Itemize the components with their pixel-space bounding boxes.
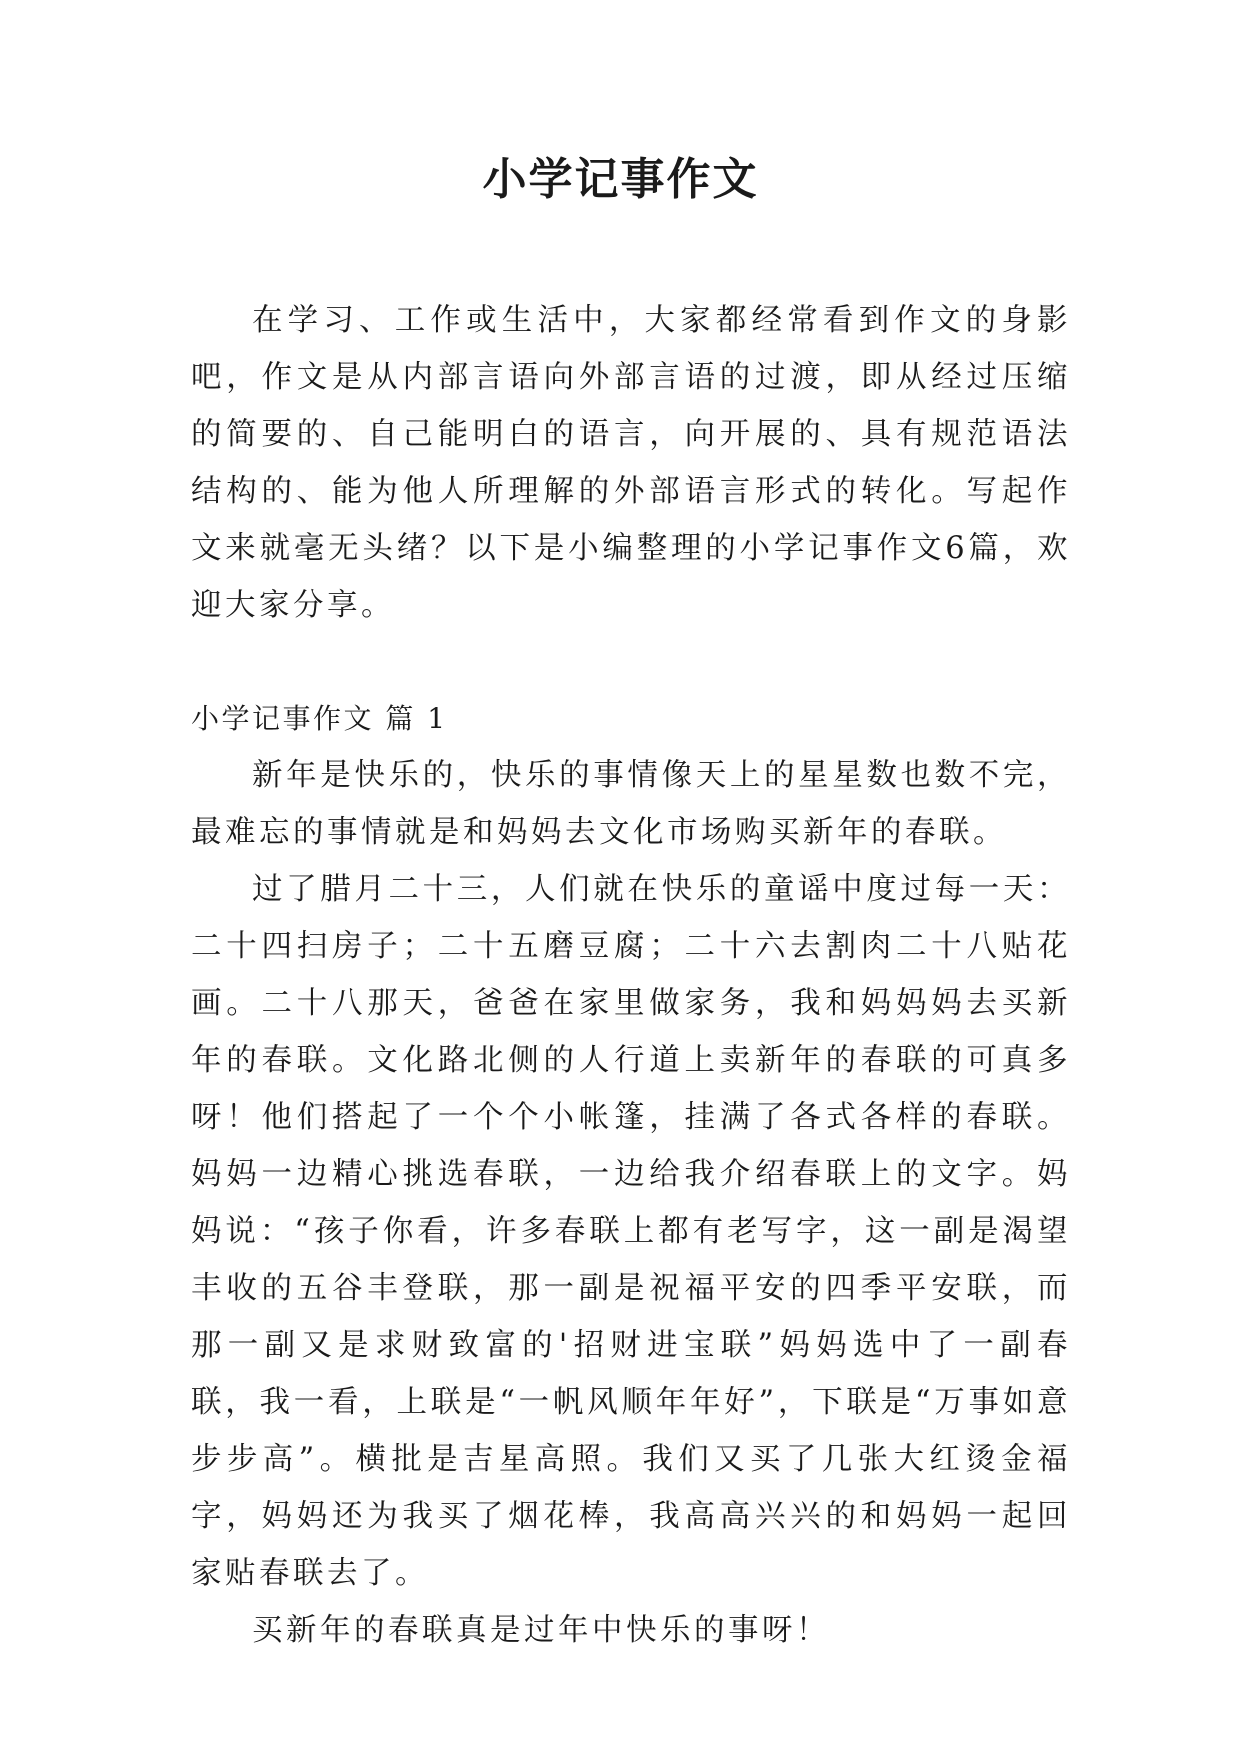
section-paragraph-2: 过了腊月二十三，人们就在快乐的童谣中度过每一天：二十四扫房子；二十五磨豆腐；二十六去割肉二十八贴花画。二十八那天，爸爸在家里做家务，我和妈妈妈去买新年的春联。文化路北侧的人行道上卖新年的春联的可真多呀！他们搭起了一个个小帐篷，挂满了各式各样的春联。妈妈一边精心挑选春联，一边给我介绍春联上的文字。妈妈说：“孩子你看，许多春联上都有老写字，这一副是渴望丰收的五谷丰登联，那一副是祝福平安的四季平安联，而那一副又是求财致富的'招财进宝联”妈妈选中了一副春联，我一看，上联是“一帆风顺年年好”，下联是“万事如意步步高”。横批是吉星高照。我们又买了几张大红烫金福字，妈妈还为我买了烟花棒，我高高兴兴的和妈妈一起回家贴春联去了。 [191, 872, 1071, 1591]
document-body [191, 292, 1071, 1659]
essay-section-1 [191, 690, 1071, 1659]
section-paragraph-3: 买新年的春联真是过年中快乐的事呀！ [252, 1613, 830, 1648]
section-paragraph-1: 新年是快乐的，快乐的事情像天上的星星数也数不完，最难忘的事情就是和妈妈去文化市场购买新年的春联。 [191, 758, 1071, 850]
document-title: 小学记事作文 [482, 154, 759, 205]
intro-paragraph: 在学习、工作或生活中，大家都经常看到作文的身影吧，作文是从内部言语向外部言语的过渡，即从经过压缩的简要的、自己能明白的语言，向开展的、具有规范语法结构的、能为他人所理解的外部语言形式的转化。写起作文来就毫无头绪？以下是小编整理的小学记事作文6篇，欢迎大家分享。 [191, 303, 1071, 623]
section-heading: 小学记事作文 篇 1 [191, 702, 448, 735]
